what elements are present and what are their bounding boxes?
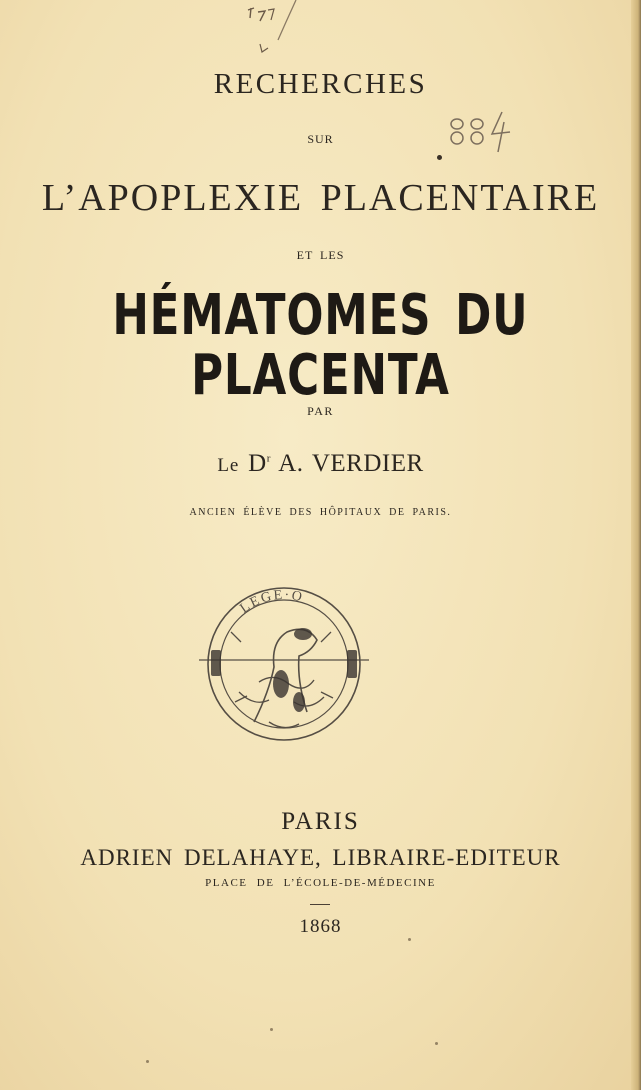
author-credential: ANCIEN ÉLÈVE DES HÔPITAUX DE PARIS. bbox=[189, 507, 452, 518]
title-line-apoplexie: L’APOPLEXIE PLACENTAIRE bbox=[41, 177, 600, 219]
title-line-et-les: ET LES bbox=[296, 248, 345, 262]
author-name: A. VERDIER bbox=[278, 450, 424, 477]
author-title-main: D bbox=[248, 450, 267, 477]
paper-speck bbox=[435, 1042, 438, 1045]
title-line-recherches: RECHERCHES bbox=[213, 68, 428, 100]
imprint-address: PLACE DE L’ÉCOLE-DE-MÉDECINE bbox=[205, 877, 436, 889]
title-line-hematomes: HÉMATOMES DU PLACENTA bbox=[112, 283, 529, 408]
title-line-sur: SUR bbox=[307, 132, 334, 146]
svg-text:LEGE·O: LEGE·O bbox=[237, 587, 306, 617]
library-stamp-seal bbox=[199, 572, 369, 752]
divider-rule bbox=[310, 904, 330, 905]
paper-speck bbox=[146, 1060, 149, 1063]
author-prefix: Le bbox=[217, 455, 240, 476]
imprint-year: 1868 bbox=[299, 916, 342, 937]
paper-speck bbox=[270, 1028, 273, 1031]
author-title-sup: r bbox=[266, 452, 271, 465]
paper-speck bbox=[408, 938, 411, 941]
by-label: PAR bbox=[307, 404, 334, 418]
author-line bbox=[0, 450, 641, 478]
author-title bbox=[248, 450, 271, 477]
imprint-publisher: ADRIEN DELAHAYE, LIBRAIRE-EDITEUR bbox=[80, 845, 561, 870]
ink-dot bbox=[437, 155, 442, 160]
imprint-city: PARIS bbox=[281, 808, 360, 835]
pencil-annotation bbox=[238, 0, 308, 60]
